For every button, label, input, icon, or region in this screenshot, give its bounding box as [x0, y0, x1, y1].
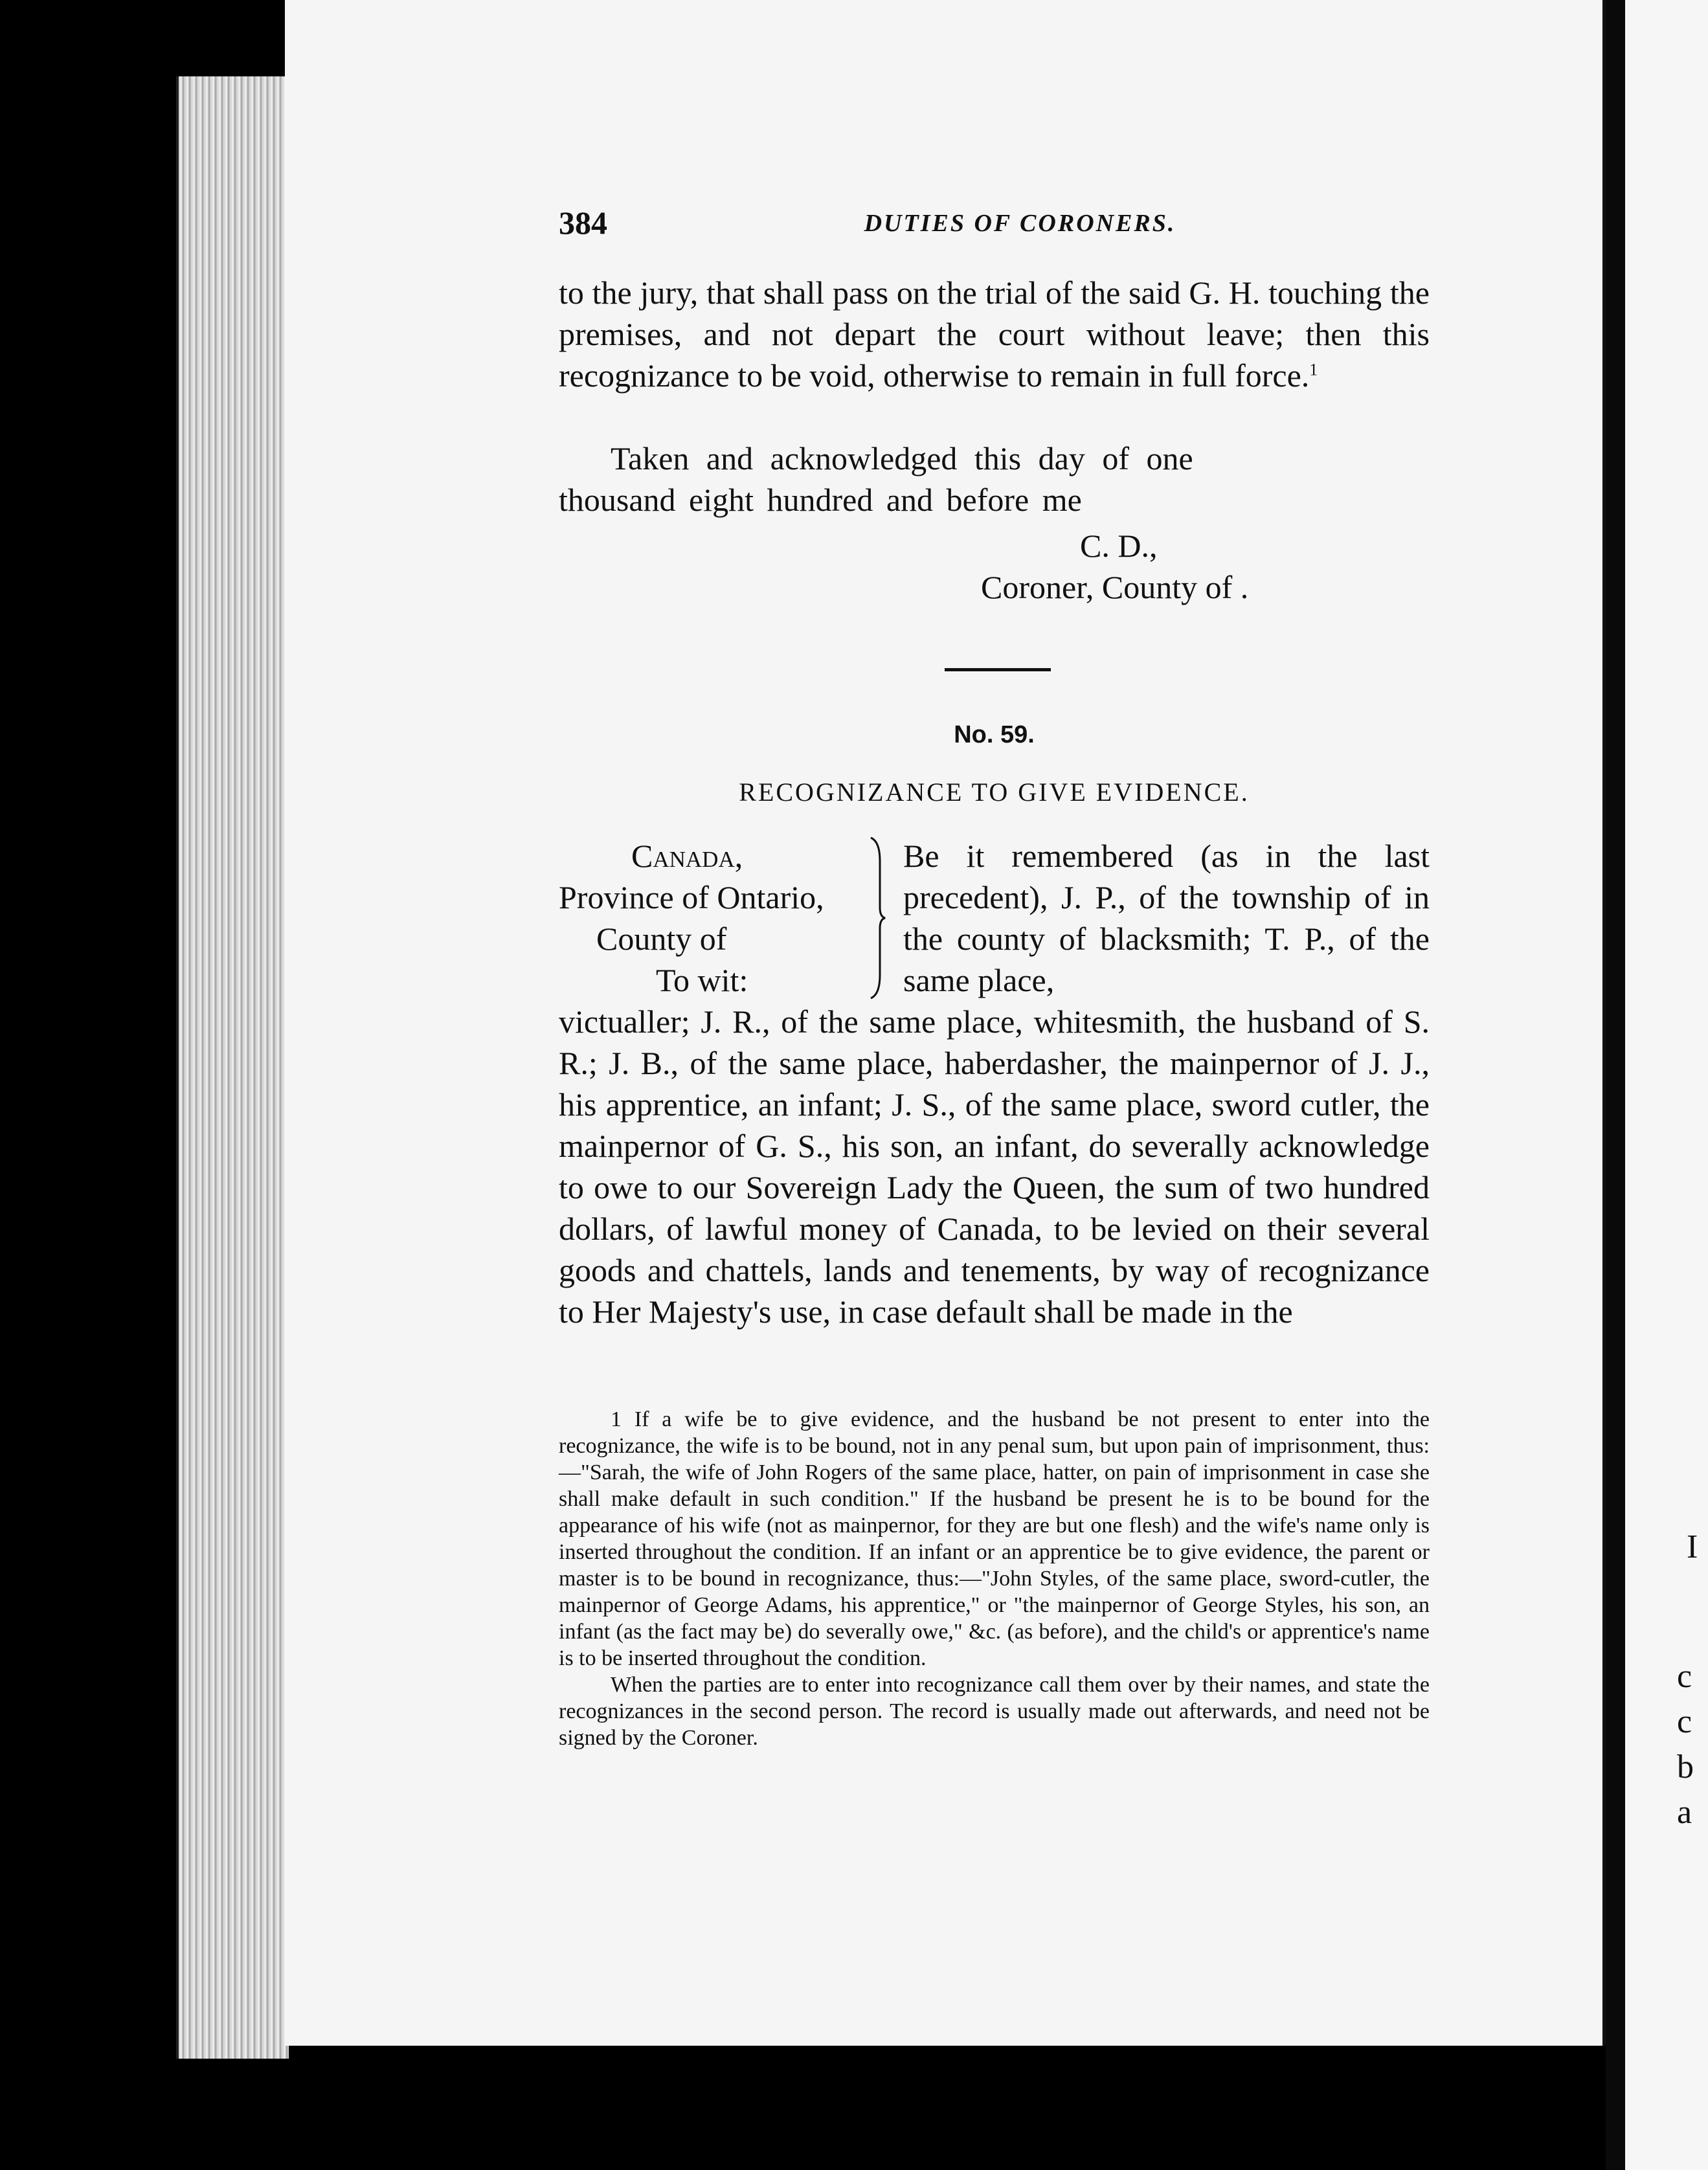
adjacent-fragment: c — [1677, 1658, 1692, 1695]
running-head: DUTIES OF CORONERS. — [864, 210, 1176, 237]
venue-line-3: County of — [596, 921, 727, 957]
signature-name: C. D., — [1080, 528, 1158, 564]
continuation-text: to the jury, that shall pass on the trial of the said G. H. touching the premises, and not depart the court without leave; then this recognizance to be void, otherwise to remain in full force. — [559, 274, 1430, 394]
venue-line-1: Canada, — [631, 838, 743, 874]
form-body: victualler; J. R., of the same place, whitesmith, the husband of S. R.; J. B., of the same place, haberdasher, the mainpernor of J. J., his apprentice, an infant; J. S., of the same place, sword cutler, the mainpernor of G. S., his son, an infant, do severally acknowledge to owe to our Sovereign Lady the Queen, the sum of two hundred dollars, of lawful money of Canada, to be levied on their several goods and chattels, lands and tenements, by way of recognizance to Her Majesty's use, in case default shall be made in the — [559, 1003, 1430, 1330]
form-number: No. 59. — [954, 721, 1035, 748]
adjacent-fragment: a — [1677, 1794, 1692, 1831]
adjacent-page — [1606, 0, 1708, 2170]
venue-line-2: Province of Ontario, — [559, 879, 824, 915]
page-header — [559, 204, 1430, 243]
adjacent-fragment: b — [1677, 1749, 1694, 1785]
attestation-line-1: Taken and acknowledged this day of one — [611, 440, 1193, 476]
page-number: 384 — [559, 205, 607, 241]
venue-block — [559, 835, 870, 1001]
footnotes — [559, 1406, 1430, 1751]
attestation-line-2: thousand eight hundred and before me — [559, 482, 1082, 518]
section-divider — [945, 668, 1051, 671]
footnote-1: 1 If a wife be to give evidence, and the husband be not present to enter into the recognizance, the wife is to be bound, not in any penal sum, but upon pain of imprisonment, thus:—"Sarah, the wife of John Rogers of the same place, hatter, on pain of imprisonment in case she shall make default in such condition." If the husband be present he is to be bound for the appearance of his wife (not as mainpernor, for they are but one flesh) and the wife's name only is inserted throughout the condition. If an infant or an apprentice be to give evidence, the parent or master is to be bound in recognizance, thus:—"John Styles, of the same place, sword-cutler, the mainpernor of George Adams, his apprentice," or "the mainpernor of George Styles, his son, an infant (as the fact may be) do severally owe," &c. (as before), and the child's or apprentice's name is to be inserted throughout the condition. — [559, 1407, 1430, 1670]
book-page-edges — [176, 76, 289, 2059]
attestation-block — [559, 438, 1430, 520]
venue-brace-icon — [868, 835, 888, 1001]
form-title: RECOGNIZANCE TO GIVE EVIDENCE. — [739, 777, 1250, 807]
signature-title: Coroner, County of . — [981, 569, 1249, 605]
footnote-2: When the parties are to enter into recognizance call them over by their names, and state the recognizances in the second person. The record is usually made out afterwards, and need not be signed by the Coroner. — [559, 1673, 1430, 1750]
form-opening: Be it remembered (as in the last precedent), J. P., of the township of in the county of blacksmith; T. P., of the same place, — [903, 838, 1430, 998]
venue-line-4: To wit: — [656, 962, 748, 998]
adjacent-fragment: I — [1687, 1528, 1698, 1565]
continuation-paragraph — [559, 272, 1430, 396]
footnote-ref: 1 — [1309, 360, 1318, 379]
book-page — [285, 0, 1609, 2046]
adjacent-fragment: c — [1677, 1703, 1692, 1740]
